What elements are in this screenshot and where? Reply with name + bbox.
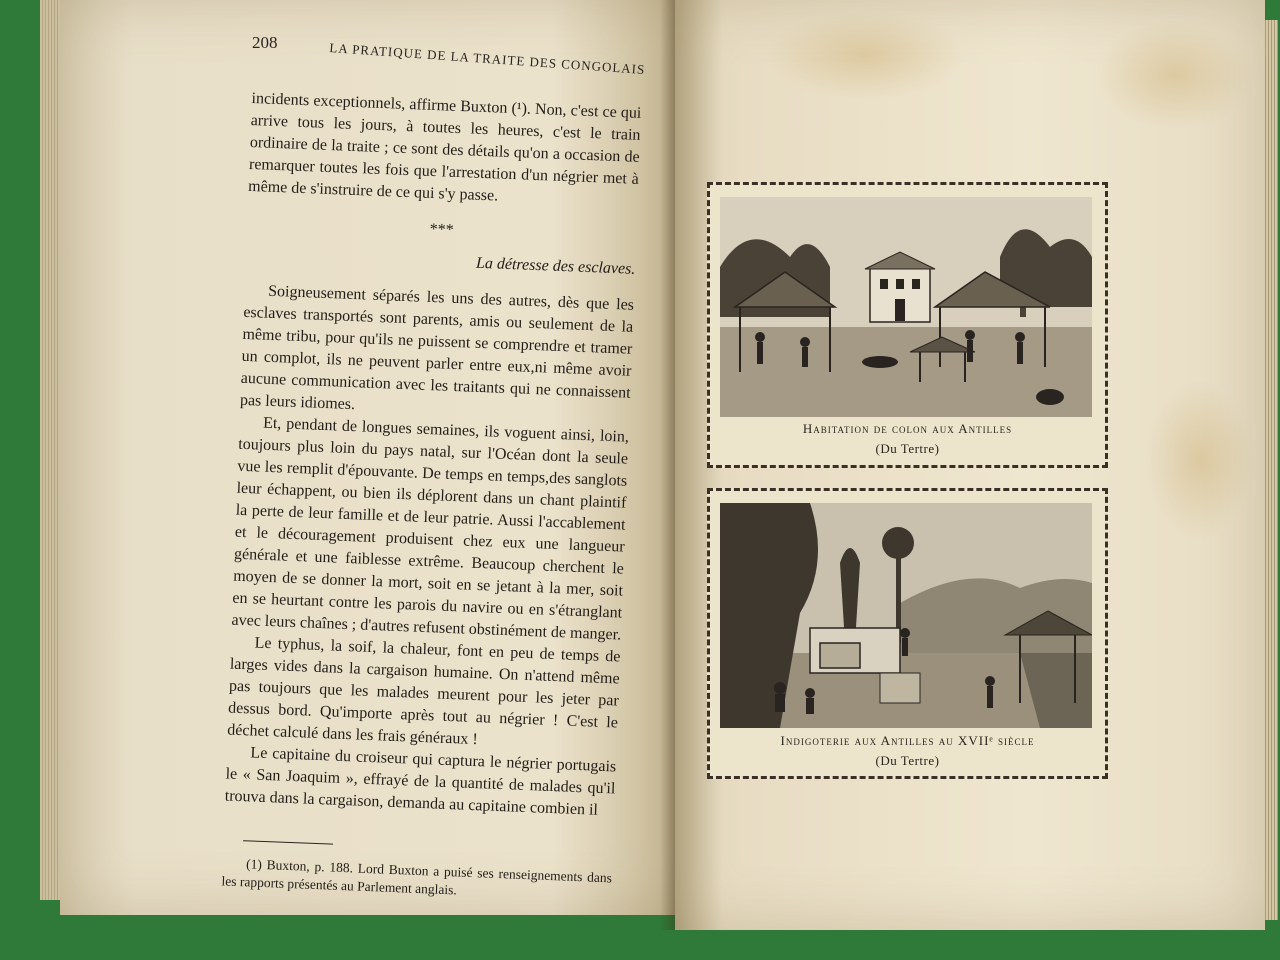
engraving-habitation [720, 197, 1092, 417]
plantation-scene-icon [720, 197, 1092, 417]
paper-stain [1095, 20, 1255, 130]
paper-stain [765, 10, 965, 100]
engraving-indigoterie [720, 503, 1092, 728]
section-separator: *** [429, 220, 455, 239]
running-head: LA PRATIQUE DE LA TRAITE DES CONGOLAIS [328, 40, 646, 78]
page-number: 208 [252, 33, 278, 52]
caption-title: Habitation de colon aux Antilles [802, 421, 1013, 436]
plate-caption [710, 419, 1105, 459]
paper-stain [1145, 380, 1255, 540]
plate-indigoterie [707, 488, 1108, 779]
plate-habitation [707, 182, 1108, 468]
paragraph: Le typhus, la soif, la chaleur, font en peu de temps de larges vides dans la cargaison humaine. On n'attend même pas toujours que les malades meurent pour les jeter par dessus bord. Qu'importe après tout au négrier ! C'est le déchet calculé dans les frais généraux ! [227, 634, 621, 749]
body-text [221, 88, 642, 905]
caption-credit: (Du Tertre) [875, 441, 940, 456]
paragraph: Le capitaine du croiseur qui captura le négrier portugais le « San Joaquim », effrayé de la quantité de malades qu'il trouva dans la cargaison, demanda au capitaine combien il [224, 744, 617, 819]
caption-credit: (Du Tertre) [875, 753, 940, 768]
paragraph: Soigneusement séparés les uns des autres, dès que les esclaves transportés sont parents, amis ou seulement de la même tribu, pour qu'ils ne puissent se comprendre et tramer un complot, ils ne peuvent parler entre eux,ni même avoir aucune communication avec les traitants qui ne connaissent pas leurs idiomes. [239, 282, 635, 414]
right-page [675, 0, 1265, 930]
paragraph: Et, pendant de longues semaines, ils voguent ainsi, loin, toujours plus loin du pays natal, sur l'Océan dont la seule vue les remplit d'épouvante. De temps en temps,des sanglots leur échappent, ou bien ils déplorent dans un chant plaintif la perte de leur famille et de leur patrie. Aussi l'accablement et le découragement produisent chez eux une langueur générale et une faiblesse extrême. Beaucoup cherchent le moyen de se donner la mort, soit en se jetant à la mer, soit en se heurtant contre les parois du navire ou en s'étranglant avec leurs chaînes ; d'autres refusent obstinément de manger. [231, 414, 630, 644]
open-book [20, 0, 1260, 960]
caption-title: Indigoterie aux Antilles au XVIIᵉ siècle [780, 733, 1035, 748]
indigo-works-scene-icon [720, 503, 1092, 728]
plate-caption [710, 731, 1105, 771]
section-title: La détresse des esclaves. [475, 254, 636, 278]
opening-paragraph: incidents exceptionnels, affirme Buxton (¹). Non, c'est ce qui arrive tous les jours, à toutes les heures, c'est le train ordinaire de la traite ; ce sont des détails qu'on a occasion de remarquer toutes les fois que l'arrestation d'un négrier met à même de s'instruire de ce qui s'y passe. [247, 89, 642, 205]
footnote: (1) Buxton, p. 188. Lord Buxton a puisé ses renseignements dans les rapports présentés au Parlement anglais. [221, 856, 613, 898]
footnote-rule [243, 840, 333, 844]
left-page [60, 0, 675, 915]
